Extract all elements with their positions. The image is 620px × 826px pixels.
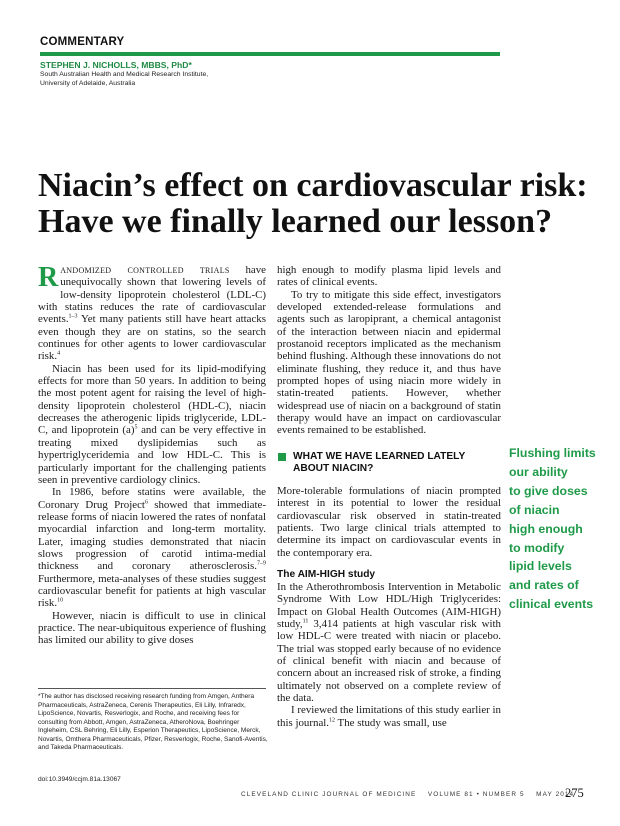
author-name: STEPHEN J. NICHOLLS, MBBS, PhD* xyxy=(40,60,192,70)
affiliation-line: University of Adelaide, Australia xyxy=(40,79,136,87)
doi: doi:10.3949/ccjm.81a.13067 xyxy=(38,776,121,783)
paragraph xyxy=(38,363,266,486)
footnote-rule xyxy=(38,688,266,689)
body-column-right xyxy=(277,264,501,729)
text: and can be very effective in treating mixed dyslipidemias such as hypertriglyceridemia and low HDL-C. This is particularly important for the challenging patients seen in preventive cardiology clinics. xyxy=(38,424,266,486)
text: 3,414 patients at high vascular risk with low HDL-C were treated with niacin or placebo. The trial was stopped early because of no evidence of clinical benefit with niacin and because of concern about an increased risk of stroke, a finding ultimately not observed on a complete review of the data. xyxy=(277,617,501,704)
lead-in: andomized controlled trials xyxy=(60,264,230,276)
heading-bullet-square xyxy=(278,453,286,461)
pull-quote-line: Flushing limits xyxy=(509,446,596,460)
running-footer xyxy=(241,791,574,798)
pull-quote-line: and rates of xyxy=(509,578,579,593)
section-heading xyxy=(277,451,501,475)
citation: 11 xyxy=(302,618,309,625)
text: In the Atherothrombosis Intervention in Metabolic Syndrome With Low HDL/High Triglycerides: Impact on Global Health Outcomes (AIM-HIGH) study, xyxy=(277,580,501,630)
volume: VOLUME 81 xyxy=(427,791,474,798)
paragraph xyxy=(38,264,266,363)
pull-quote-line: clinical events xyxy=(509,597,594,612)
citation: 5 xyxy=(134,424,138,431)
citation: 6 xyxy=(144,498,148,505)
pull-quote-line: to modify xyxy=(509,540,565,555)
title-line: Niacin’s effect on cardiovascular risk: xyxy=(38,167,588,204)
text: The study was small, use xyxy=(335,716,447,729)
text: have unequivocally shown that lowering levels of low-density lipoprotein cholesterol (LDL-C) with statins reduces the rate of cardiovascular events. xyxy=(38,264,267,326)
journal-name: CLEVELAND CLINIC JOURNAL OF MEDICINE xyxy=(241,791,417,798)
text: In 1986, before statins were available, the Coronary Drug Project xyxy=(38,486,266,511)
pull-quote-line: to give doses xyxy=(509,483,588,498)
separator: • xyxy=(476,791,480,798)
article-title xyxy=(38,168,598,240)
paragraph: However, niacin is difficult to use in clinical practice. The near-ubiquitous experience of flushing has limited our ability to give doses xyxy=(38,609,266,647)
heading-line: ABOUT NIACIN? xyxy=(293,462,374,474)
pull-quote-line: high enough xyxy=(509,521,583,536)
heading-line: WHAT WE HAVE LEARNED LATELY xyxy=(293,450,466,462)
text: showed that immediate-release forms of niacin lowered the rates of nonfatal myocardial infarction and long-term mortality. Later, imaging studies demonstrated that niacin slows progression of carotid intima-medial thickness and coronary atherosclerosis. xyxy=(38,498,266,573)
citation: 12 xyxy=(329,717,336,724)
paragraph xyxy=(277,581,501,704)
issue-number: NUMBER 5 xyxy=(482,791,525,798)
paragraph xyxy=(38,486,266,609)
body-column-left xyxy=(38,264,266,647)
paragraph xyxy=(277,704,501,729)
page-number: 275 xyxy=(565,786,584,800)
pull-quote xyxy=(509,444,609,614)
text: Yet many patients still have heart attacks even though they are on statins, so the search continues for other agents to lower cardiovascular risk. xyxy=(38,313,266,363)
text: Furthermore, meta-analyses of these studies suggest cardiovascular benefit for patients at high vascular risk. xyxy=(38,572,266,610)
disclosure-footnote: *The author has disclosed receiving research funding from Amgen, Anthera Pharmaceuticals, AstraZeneca, Cerenis Therapeutics, Eli Lilly, Infraredx, LipoScience, Novartis, Resverlogix, and Roche, and receiving fees for consulting from Abbott, Amgen, AstraZeneca, AtheroNova, Boehringer Ingleheim, CSL Behring, Eli Lilly, Esperion Therapeutics, LipoScience, Merck, Novartis, Omthera Pharmaceuticals, Pfizer, Resverlogix, Roche, Sanofi-Aventis, and Takeda Pharmaceuticals. xyxy=(38,693,268,751)
pull-quote-line: our ability xyxy=(509,464,568,479)
issue-date: MAY 2014 xyxy=(536,791,575,798)
text: I reviewed the limitations of this study earlier in this journal. xyxy=(277,704,501,729)
header-rule xyxy=(40,52,500,56)
citation: 4 xyxy=(57,350,61,357)
subsection-heading: The AIM-HIGH study xyxy=(277,568,376,580)
heading-text xyxy=(293,451,465,475)
author-affiliation xyxy=(40,71,300,88)
citation: 10 xyxy=(57,597,64,604)
affiliation-line: South Australian Health and Medical Research Institute, xyxy=(40,71,209,78)
paragraph: More-tolerable formulations of niacin prompted interest in its potential to lower the residual cardiovascular risk observed in statin-treated patients. Two large clinical trials attempted to determine its impact on cardiovascular events in the contemporary era. xyxy=(277,484,501,559)
paragraph: To try to mitigate this side effect, investigators developed extended-release formulations and agents such as laropiprant, a chemical antagonist of the interaction between niacin and epidermal prostanoid receptors implicated as the mechanism behind flushing. Although these innovations do not eliminate flushing, they reduce it, and thus have prompted hopes of using niacin more widely in statin-treated patients. However, whether widespread use of niacin on a background of statin therapy would have an impact on cardiovascular events remained to be established. xyxy=(277,288,501,437)
section-label: COMMENTARY xyxy=(40,36,125,48)
citation: 1–3 xyxy=(68,313,78,320)
text: Niacin has been used for its lipid-modifying effects for more than 50 years. In addition to being the most potent agent for raising the level of high-density lipoprotein cholesterol (HDL-C), niacin decreases the atherogenic lipids triglyceride, LDL-C, and lipoprotein (a) xyxy=(38,362,266,437)
pull-quote-line: lipid levels xyxy=(509,559,572,574)
drop-cap: R xyxy=(38,262,59,293)
citation: 7–9 xyxy=(257,560,266,567)
paragraph: high enough to modify plasma lipid levels and rates of clinical events. xyxy=(277,264,501,289)
pull-quote-line: of niacin xyxy=(509,502,560,517)
title-line: Have we finally learned our lesson? xyxy=(38,203,553,240)
